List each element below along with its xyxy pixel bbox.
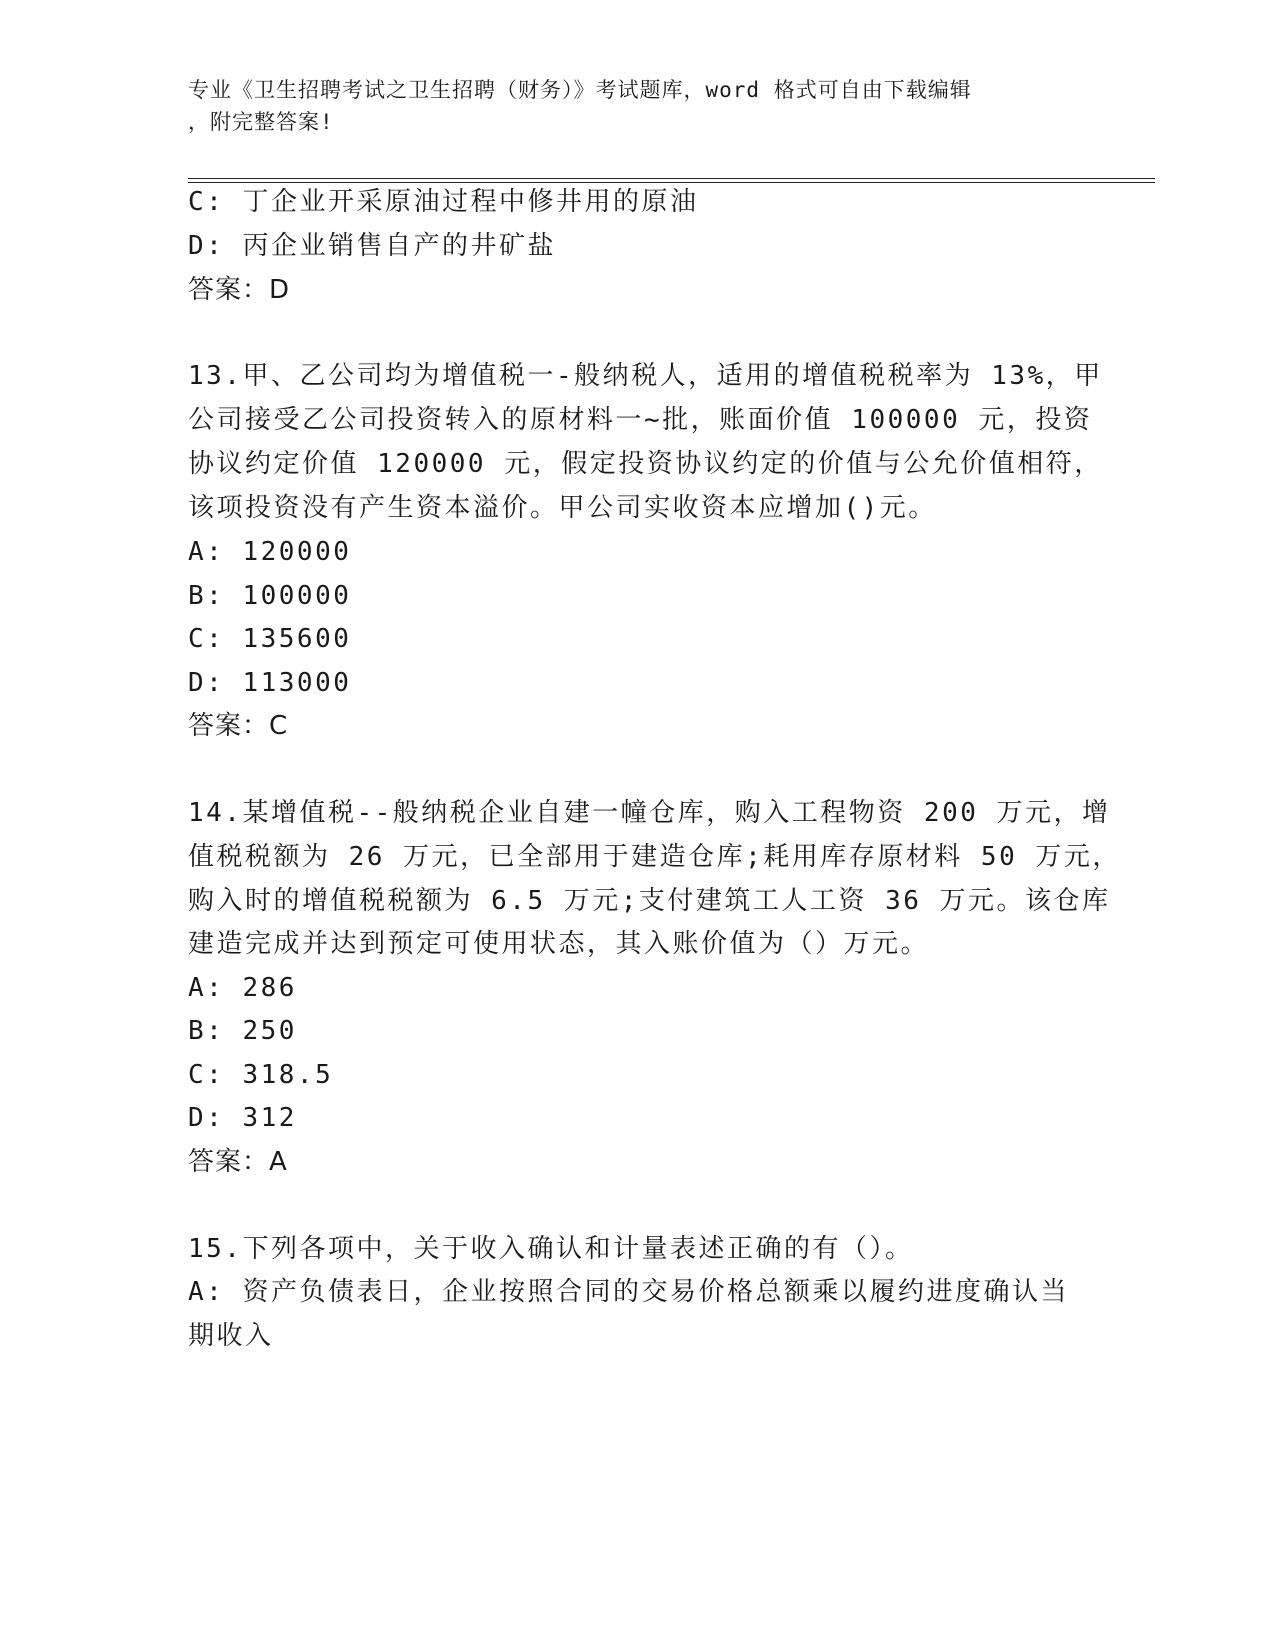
q14-answer: 答案：A — [188, 1147, 288, 1177]
document-header — [188, 74, 1088, 138]
header-line-2: ，附完整答案! — [188, 110, 334, 134]
prev-option-d: D: 丙企业销售自产的井矿盐 — [188, 231, 556, 261]
q13-answer: 答案：C — [188, 711, 289, 741]
prev-answer: 答案：D — [188, 275, 291, 305]
q13-option-c: C: 135600 — [188, 624, 352, 654]
q14-line: 建造完成并达到预定可使用状态，其入账价值为（）万元。 — [188, 929, 930, 959]
header-rule-bottom — [188, 182, 1155, 183]
q13-line: 该项投资没有产生资本溢价。甲公司实收资本应增加()元。 — [188, 493, 937, 523]
q14-line: 14.某增值税--般纳税企业自建一幢仓库，购入工程物资 200 万元，增 — [188, 798, 1111, 828]
q15-option-a-cont: 期收入 — [188, 1321, 274, 1351]
q14-line: 值税税额为 26 万元，已全部用于建造仓库;耗用库存原材料 50 万元， — [188, 842, 1121, 872]
q15-stem: 15.下列各项中，关于收入确认和计量表述正确的有（）。 — [188, 1234, 914, 1264]
header-line-1: 专业《卫生招聘考试之卫生招聘（财务）》考试题库，word 格式可自由下载编辑 — [188, 78, 972, 102]
q14-option-a: A: 286 — [188, 973, 297, 1003]
prev-option-c: C: 丁企业开采原油过程中修井用的原油 — [188, 187, 699, 217]
q15-option-a: A: 资产负债表日，企业按照合同的交易价格总额乘以履约进度确认当 — [188, 1277, 1069, 1307]
q14-option-b: B: 250 — [188, 1016, 297, 1046]
q13-line: 协议约定价值 120000 元，假定投资协议约定的价值与公允价值相符， — [188, 449, 1103, 479]
q13-line: 公司接受乙公司投资转入的原材料一~批，账面价值 100000 元，投资 — [188, 405, 1093, 435]
q14-option-d: D: 312 — [188, 1103, 297, 1133]
q13-option-d: D: 113000 — [188, 668, 352, 698]
q14-option-c: C: 318.5 — [188, 1060, 334, 1090]
q14-line: 购入时的增值税税额为 6.5 万元;支付建筑工人工资 36 万元。该仓库 — [188, 886, 1111, 916]
header-rule-top — [188, 178, 1155, 179]
q13-option-b: B: 100000 — [188, 581, 352, 611]
q13-line: 13.甲、乙公司均为增值税一-般纳税人，适用的增值税税率为 13%，甲 — [188, 361, 1103, 391]
q13-option-a: A: 120000 — [188, 537, 352, 567]
